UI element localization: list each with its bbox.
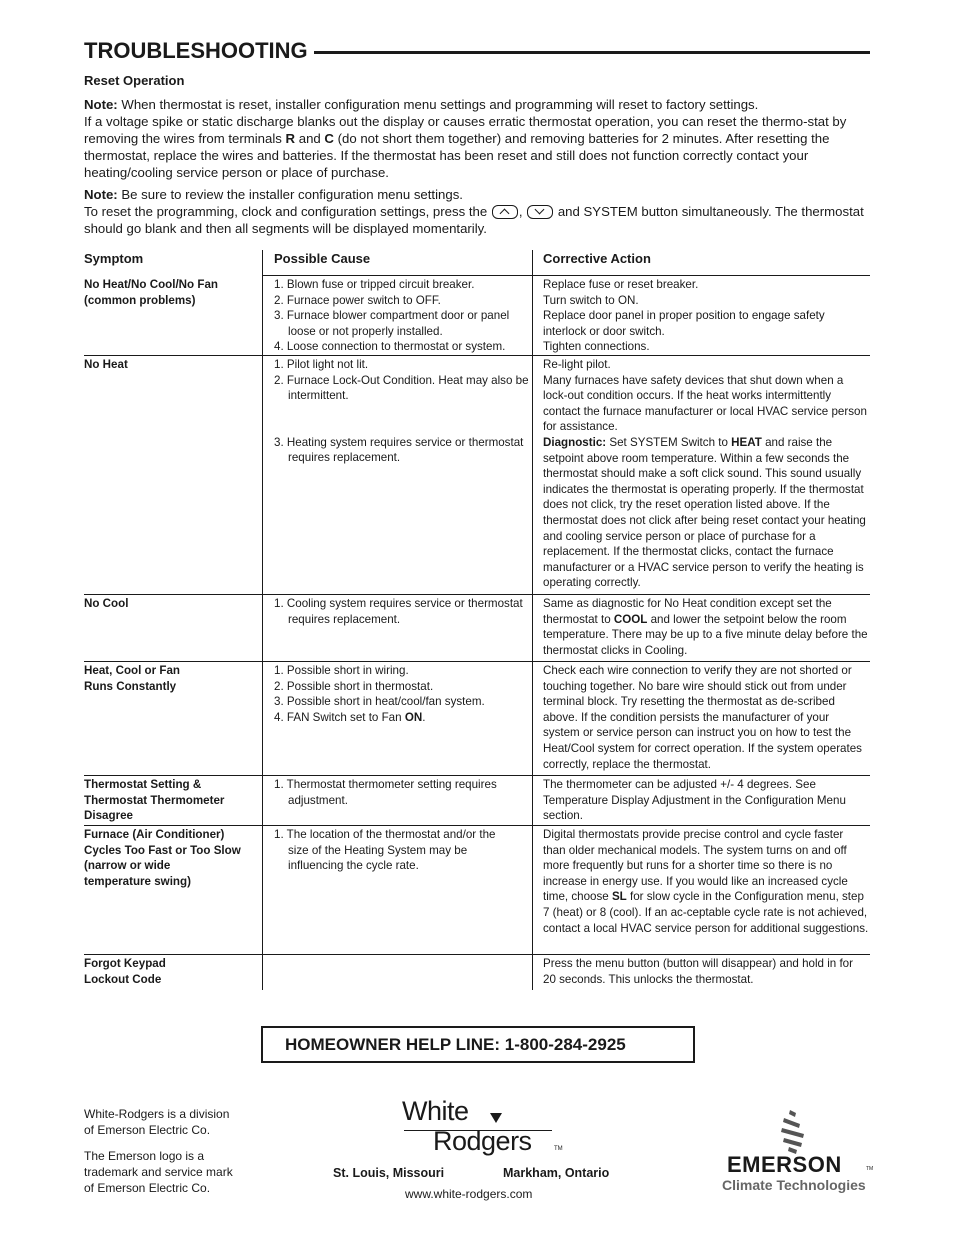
emerson-tm: TM <box>866 1166 874 1172</box>
action-item: Turn switch to ON. <box>543 293 639 307</box>
cause-item: 3. Furnace blower compartment door or panel loose or not properly installed. <box>274 309 510 338</box>
column-divider <box>262 250 263 990</box>
header-symptom: Symptom <box>84 251 144 266</box>
cause-item: 1. Possible short in wiring. <box>274 664 409 677</box>
action-part: for slow cycle in the Configuration menu, step 7 (heat) or 8 (cool). If an ac-ceptable cycle rate is not achieved, contact a local HVAC service person for additional suggestions. <box>543 890 869 935</box>
row-divider <box>84 775 870 776</box>
reset-paragraph-2 <box>84 186 874 237</box>
cause-cell <box>274 277 530 355</box>
division-line: White-Rodgers is a division <box>84 1107 230 1121</box>
symptom-line: Thermostat Setting & <box>84 778 202 791</box>
column-divider <box>532 250 533 990</box>
note-text: When thermostat is reset, installer configuration menu settings and programming will reset to factory settings. <box>117 97 759 112</box>
action-item: Replace door panel in proper position to engage safety interlock or door switch. <box>543 309 825 338</box>
symptom-cell <box>84 277 256 308</box>
symptom-line: (common problems) <box>84 293 196 307</box>
symptom-line: (narrow or wide <box>84 859 171 873</box>
reset-text: To reset the programming, clock and configuration settings, press the <box>84 204 491 219</box>
on-keyword: ON <box>404 710 423 724</box>
action-part: Digital thermostats provide precise control and cycle faster than older mechanical models. The system turns on and off more frequently but runs for a shorter time so there is no increase in energy use. If you would like an increased cycle time, choose <box>543 828 848 904</box>
row-divider <box>262 275 870 276</box>
row-divider <box>84 954 870 955</box>
trademark-line: trademark and service mark <box>84 1165 233 1179</box>
cause-cell <box>274 777 530 808</box>
trademark-note <box>84 1148 233 1196</box>
action-cell: The thermometer can be adjusted +/- 4 degrees. See Temperature Display Adjustment in the Configuration Menu section. <box>543 778 846 823</box>
symptom-line: Thermostat Thermometer <box>84 793 225 807</box>
city-st-louis: St. Louis, Missouri <box>333 1166 445 1180</box>
cause-item: 1. The location of the thermostat and/or the size of the Heating System may be influencing the cycle rate. <box>274 828 496 873</box>
division-note <box>84 1106 229 1138</box>
division-line: of Emerson Electric Co. <box>84 1123 211 1137</box>
symptom-cell <box>84 956 256 987</box>
cause-cell <box>274 827 504 874</box>
title-rule <box>314 51 870 54</box>
action-part: Same as diagnostic for No Heat condition except set the thermostat to <box>543 597 832 626</box>
climate-technologies-text: Climate Technologies <box>722 1177 866 1193</box>
symptom-line: No Heat/No Cool/No Fan <box>84 278 218 291</box>
cause-item: 2. Furnace Lock-Out Condition. Heat may also be intermittent. <box>274 373 529 403</box>
symptom-cell <box>84 596 256 612</box>
diagnostic-label: Diagnostic: <box>543 435 607 449</box>
white-rodgers-logo-rodgers: Rodgers <box>433 1126 532 1156</box>
symptom-line: Furnace (Air Conditioner) <box>84 828 225 841</box>
cause-cell <box>274 357 530 466</box>
symptom-line: Forgot Keypad <box>84 957 166 970</box>
symptom-line: Lockout Code <box>84 972 162 986</box>
header-corrective-action: Corrective Action <box>543 251 651 266</box>
down-arrow-button-icon <box>527 205 553 219</box>
symptom-line: Disagree <box>84 809 133 823</box>
city-markham: Markham, Ontario <box>503 1166 610 1180</box>
reset-text: (do not short them together) and removing batteries for 2 minutes. After resetting the thermostat, replace the wires and batteries. If the thermostat has been reset and still does not function correctly contact your heating/cooling service person or place of purchase. <box>84 131 830 180</box>
reset-text: If a voltage spike or static discharge blanks out the display or causes erratic thermostat operation, you can reset the thermo-stat by removing the wires from terminals <box>84 114 847 146</box>
action-item: Tighten connections. <box>543 340 650 354</box>
symptom-cell <box>84 357 256 373</box>
terminal-c: C <box>324 131 334 146</box>
action-cell: Press the menu button (button will disappear) and hold in for 20 seconds. This unlocks the thermostat. <box>543 957 853 986</box>
sl-keyword: SL <box>611 890 627 904</box>
note-label: Note: <box>84 187 118 202</box>
page-title: TROUBLESHOOTING <box>84 38 308 63</box>
action-cell <box>543 596 869 658</box>
symptom-line: Heat, Cool or Fan <box>84 664 180 677</box>
action-cell: Check each wire connection to verify they are not shorted or touching together. No bare wire should stick out from under terminal block. Try resetting the thermostat as de-scribed above. If the condition persists the manufacturer of your system or service person can instruct you on how to test the Heat/Cool system for correct operation. If the system operates correctly, replace the thermostat. <box>543 664 862 771</box>
cause-item: 3. Heating system requires service or thermostat requires replacement. <box>274 435 524 465</box>
up-arrow-button-icon <box>492 205 518 219</box>
reset-text: and <box>295 131 325 146</box>
cause-item: 1. Cooling system requires service or thermostat requires replacement. <box>274 597 523 626</box>
cause-item <box>274 710 530 726</box>
note-text: Be sure to review the installer configuration menu settings. <box>117 187 463 202</box>
cause-item: 4. Loose connection to thermostat or system. <box>274 340 506 354</box>
reset-paragraph-1 <box>84 96 874 181</box>
symptom-cell <box>84 663 256 694</box>
row-divider <box>84 594 870 595</box>
emerson-emblem-icon <box>778 1110 808 1154</box>
cause-cell <box>274 596 530 627</box>
trademark-line: of Emerson Electric Co. <box>84 1181 211 1195</box>
reset-operation-heading: Reset Operation <box>84 73 185 88</box>
cause-part: 4. FAN Switch set to Fan <box>274 710 405 724</box>
reset-text: , <box>518 204 527 219</box>
action-item: Replace fuse or reset breaker. <box>543 278 699 291</box>
cause-item: 1. Thermostat thermometer setting requires adjustment. <box>274 778 497 807</box>
row-divider <box>84 355 870 356</box>
cause-item: 3. Possible short in heat/cool/fan system. <box>274 695 485 709</box>
cause-item: 2. Furnace power switch to OFF. <box>274 293 441 307</box>
emerson-logo-text: EMERSON <box>727 1152 842 1177</box>
heat-keyword: HEAT <box>731 435 762 449</box>
helpline-text: HOMEOWNER HELP LINE: 1-800-284-2925 <box>285 1035 626 1054</box>
action-cell <box>543 277 869 355</box>
row-divider <box>84 661 870 662</box>
action-part: and lower the setpoint below the room temperature. There may be up to a five minute delay before the thermostat clicks in Cooling. <box>543 612 868 657</box>
terminal-r: R <box>285 131 296 146</box>
cause-part: . <box>422 710 426 724</box>
white-rodgers-logo-white: White <box>402 1096 469 1126</box>
triangle-icon <box>489 1112 503 1124</box>
cause-cell <box>274 663 530 725</box>
symptom-line: Cycles Too Fast or Too Slow <box>84 843 241 857</box>
cause-item: 2. Possible short in thermostat. <box>274 679 434 693</box>
diagnostic-text <box>543 435 869 591</box>
header-possible-cause: Possible Cause <box>274 251 371 266</box>
action-item: Many furnaces have safety devices that shut down when a lock-out condition occurs. If the heat works intermittently contact the furnace manufacturer or local HVAC service person for assistance. <box>543 373 867 434</box>
action-item: Re-light pilot. <box>543 358 611 371</box>
symptom-line: temperature swing) <box>84 874 191 888</box>
symptom-cell <box>84 827 256 889</box>
symptom-cell <box>84 777 256 824</box>
symptom-line: No Cool <box>84 597 129 610</box>
action-cell <box>543 827 869 936</box>
row-divider <box>84 825 870 826</box>
cause-item: 1. Blown fuse or tripped circuit breaker. <box>274 278 475 291</box>
reset-text: and SYSTEM button simultaneously. The thermostat should go blank and then all segments will be displayed momentarily. <box>84 204 864 236</box>
cool-keyword: COOL <box>613 612 648 626</box>
logo-tm: TM <box>554 1146 563 1152</box>
note-label: Note: <box>84 97 118 112</box>
action-cell <box>543 357 869 591</box>
diagnostic-part: Set SYSTEM Switch to <box>606 435 732 449</box>
cause-item: 1. Pilot light not lit. <box>274 358 369 371</box>
trademark-line: The Emerson logo is a <box>84 1149 205 1163</box>
symptom-line: Runs Constantly <box>84 679 177 693</box>
symptom-line: No Heat <box>84 358 128 371</box>
website-text: www.white-rodgers.com <box>405 1187 533 1201</box>
diagnostic-part: and raise the setpoint above room temperature. Within a few seconds the thermostat should make a soft click sound. This sound usually indicates the thermostat is operating properly. If the thermostat does not click, try the reset operation listed above. If the thermostat does not click after being reset contact your heating and cooling service person or place of purchase for a replacement. If the thermostat clicks, contact the furnace manufacturer or a HVAC service person to verify the heating is operating correctly. <box>543 435 866 590</box>
